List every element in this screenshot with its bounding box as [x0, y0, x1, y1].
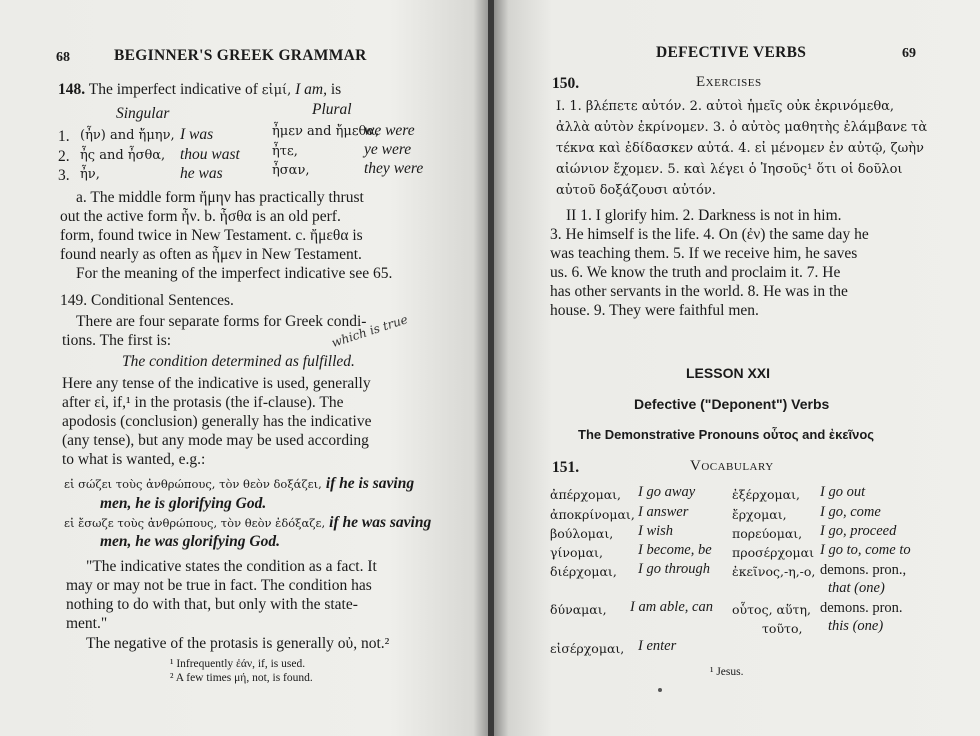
- lesson-subtitle: The Demonstrative Pronouns οὗτος and ἐκεῖνος: [578, 427, 875, 442]
- paradigm-row-3-num: 3.: [58, 167, 70, 184]
- paradigm-row-1-sg-en: I was: [180, 126, 214, 143]
- section-150-number: 150.: [552, 75, 580, 92]
- section-148-greek: εἰμί,: [261, 83, 292, 98]
- paradigm-row-3-pl-en: they were: [364, 160, 424, 177]
- paradigm-row-1-pl-en: we were: [364, 122, 415, 139]
- example-2-en: if he was saving: [329, 514, 432, 531]
- ink-speck: [658, 688, 662, 692]
- exercise-greek-5: αὐτοῦ δοξάζουσι αὐτόν.: [556, 183, 716, 198]
- exercise-english-2: 3. He himself is the life. 4. On (ἐν) the same day he: [550, 226, 869, 243]
- paradigm-row-3-sg: ἦν,: [80, 167, 100, 182]
- vocab-english-2: that (one): [828, 580, 885, 596]
- exercise-english-3: was teaching them. 5. If we receive him, he saves: [550, 245, 858, 262]
- vocab-greek: ἔρχομαι,: [732, 507, 787, 522]
- vocab-greek: γίνομαι,: [550, 545, 603, 560]
- vocab-greek: ἀποκρίνομαι,: [550, 507, 635, 522]
- running-head-left: BEGINNER'S GREEK GRAMMAR: [114, 47, 367, 64]
- running-head-right: DEFECTIVE VERBS: [656, 44, 807, 61]
- s149-body-2: after εἰ, if,¹ in the protasis (the if-clause). The: [62, 394, 344, 411]
- note-line-3: form, found twice in New Testament. c. ἤμεθα is: [60, 227, 363, 244]
- exercise-greek-4: αἰώνιον ἔχομεν. 5. καὶ λέγει ὁ Ἰησοῦς¹ ὅτι οἱ δοῦλοι: [556, 162, 903, 177]
- vocab-english: I am able, can: [630, 599, 713, 615]
- vocab-greek: οὗτος, αὕτη,: [732, 602, 811, 617]
- paradigm-row-2-pl-en: ye were: [364, 141, 412, 158]
- s149-body-1: Here any tense of the indicative is used, generally: [62, 375, 371, 392]
- lesson-heading: LESSON XXI: [686, 365, 771, 381]
- vocab-greek: ἀπέρχομαι,: [550, 487, 622, 502]
- note-line-4: found nearly as often as ἦμεν in New Testament.: [60, 246, 362, 263]
- vocab-english: demons. pron.,: [820, 562, 907, 578]
- paradigm-row-1-sg: (ἦν) and ἤμην,: [80, 128, 175, 143]
- example-2-line-2: men, he was glorifying God.: [100, 533, 280, 550]
- note-line-2: out the active form ἦν. b. ἦσθα is an old perf.: [60, 208, 341, 225]
- vocab-greek: πορεύομαι,: [732, 526, 803, 541]
- lesson-title: Defective ("Deponent") Verbs: [634, 396, 830, 412]
- s149-body-3: apodosis (conclusion) generally has the indicative: [62, 413, 372, 430]
- vocab-english: I go to, come to: [820, 542, 911, 558]
- paradigm-row-2-num: 2.: [58, 148, 70, 165]
- vocab-english: I go away: [638, 484, 696, 500]
- condition-statement: The condition determined as fulfilled.: [122, 353, 355, 370]
- exercise-english-4: us. 6. We know the truth and proclaim it. 7. He: [550, 264, 841, 281]
- section-148-heading: [58, 80, 341, 100]
- exercise-greek-1: I. 1. βλέπετε αὐτόν. 2. αὐτοὶ ἡμεῖς οὐκ ἐκρινόμεθα,: [556, 99, 895, 114]
- section-151-number: 151.: [552, 459, 580, 476]
- vocab-english: I go out: [820, 484, 866, 500]
- note-line-5: For the meaning of the imperfect indicative see 65.: [76, 265, 393, 282]
- s149-body-4: (any tense), but any mode may be used according: [62, 432, 369, 449]
- s149-intro-1: There are four separate forms for Greek condi-: [76, 313, 367, 330]
- example-1-greek: εἰ σώζει τοὺς ἀνθρώπους, τὸν θεὸν δοξάζει,: [64, 477, 322, 491]
- paradigm-row-1-pl: ἦμεν and ἤμεθα,: [272, 124, 380, 139]
- vocab-english: I become, be: [638, 542, 712, 558]
- vocab-greek: βούλομαι,: [550, 526, 614, 541]
- footnote-jesus: ¹ Jesus.: [710, 666, 744, 678]
- section-148-text: The imperfect indicative of: [88, 81, 258, 98]
- vocab-english: I go through: [638, 561, 710, 577]
- example-2-line-1: [64, 513, 431, 532]
- paradigm-row-2-sg-en: thou wast: [180, 146, 240, 163]
- paradigm-row-3-pl: ἦσαν,: [272, 163, 310, 178]
- page-number-left: 68: [56, 50, 70, 65]
- s149-body-5: to what is wanted, e.g.:: [62, 451, 206, 468]
- quote-line-2: may or may not be true in fact. The condition has: [66, 577, 372, 594]
- column-singular: Singular: [116, 105, 170, 122]
- section-148-number: 148.: [58, 81, 86, 98]
- vocab-greek: διέρχομαι,: [550, 564, 617, 579]
- exercise-english-6: house. 9. They were faithful men.: [550, 302, 759, 319]
- vocab-greek: εἰσέρχομαι,: [550, 641, 625, 656]
- section-150-title: Exercises: [696, 74, 762, 90]
- vocab-english: I go, come: [820, 504, 881, 520]
- footnote-1: ¹ Infrequently ἐάν, if, is used.: [170, 658, 306, 670]
- vocab-english: demons. pron.: [820, 600, 903, 616]
- example-2-greek: εἰ ἔσωζε τοὺς ἀνθρώπους, τὸν θεὸν ἐδόξαζε,: [64, 516, 326, 530]
- section-151-title: Vocabulary: [690, 458, 774, 474]
- section-148-gloss: I am,: [295, 81, 327, 98]
- right-page: [494, 0, 980, 736]
- exercise-greek-3: τέκνα καὶ ἐδίδασκεν αὐτά. 4. εἰ μένομεν ἐν αὐτῷ, ζωὴν: [556, 141, 924, 156]
- vocab-greek: προσέρχομαι: [732, 545, 815, 560]
- paradigm-row-1-num: 1.: [58, 128, 70, 145]
- negative-line: The negative of the protasis is generally οὐ, not.²: [86, 635, 390, 652]
- note-line-1: a. The middle form ἤμην has practically thrust: [76, 189, 364, 206]
- vocab-greek-2: τοῦτο,: [762, 621, 803, 636]
- vocab-english: I go, proceed: [820, 523, 897, 539]
- example-1-line-1: [64, 474, 414, 493]
- column-plural: Plural: [312, 101, 352, 118]
- quote-line-3: nothing to do with that, but only with the state-: [66, 596, 358, 613]
- vocab-english: I answer: [638, 504, 689, 520]
- footnote-2: ² A few times μή, not, is found.: [170, 672, 313, 684]
- paradigm-row-2-sg: ἦς and ἦσθα,: [80, 148, 166, 163]
- exercise-greek-2: ἀλλὰ αὐτὸν ἐκρίνομεν. 3. ὁ αὐτὸς μαθητὴς ἐλάμβανε τὰ: [556, 120, 928, 135]
- vocab-english-2: this (one): [828, 618, 884, 634]
- left-page: [0, 0, 488, 736]
- quote-line-4: ment.": [66, 615, 108, 632]
- paradigm-row-3-sg-en: he was: [180, 165, 223, 182]
- example-1-en: if he is saving: [325, 475, 415, 492]
- paradigm-row-2-pl: ἦτε,: [272, 144, 298, 159]
- section-148-tail: is: [330, 81, 342, 98]
- vocab-greek: ἐξέρχομαι,: [732, 487, 800, 502]
- vocab-english: I wish: [638, 523, 674, 539]
- exercise-english-1: II 1. I glorify him. 2. Darkness is not in him.: [566, 207, 842, 224]
- vocab-greek: δύναμαι,: [550, 602, 607, 617]
- example-1-line-2: men, he is glorifying God.: [100, 495, 267, 512]
- exercise-english-5: has other servants in the world. 8. He was in the: [550, 283, 848, 300]
- quote-line-1: "The indicative states the condition as a fact. It: [86, 558, 377, 575]
- handwritten-annotation: which is true: [329, 312, 410, 350]
- page-number-right: 69: [902, 46, 916, 61]
- vocab-greek: ἐκεῖνος,-η,-ο,: [732, 564, 816, 579]
- vocab-english: I enter: [638, 638, 677, 654]
- s149-intro-2: tions. The first is:: [62, 332, 172, 349]
- section-149-heading: 149. Conditional Sentences.: [60, 292, 234, 309]
